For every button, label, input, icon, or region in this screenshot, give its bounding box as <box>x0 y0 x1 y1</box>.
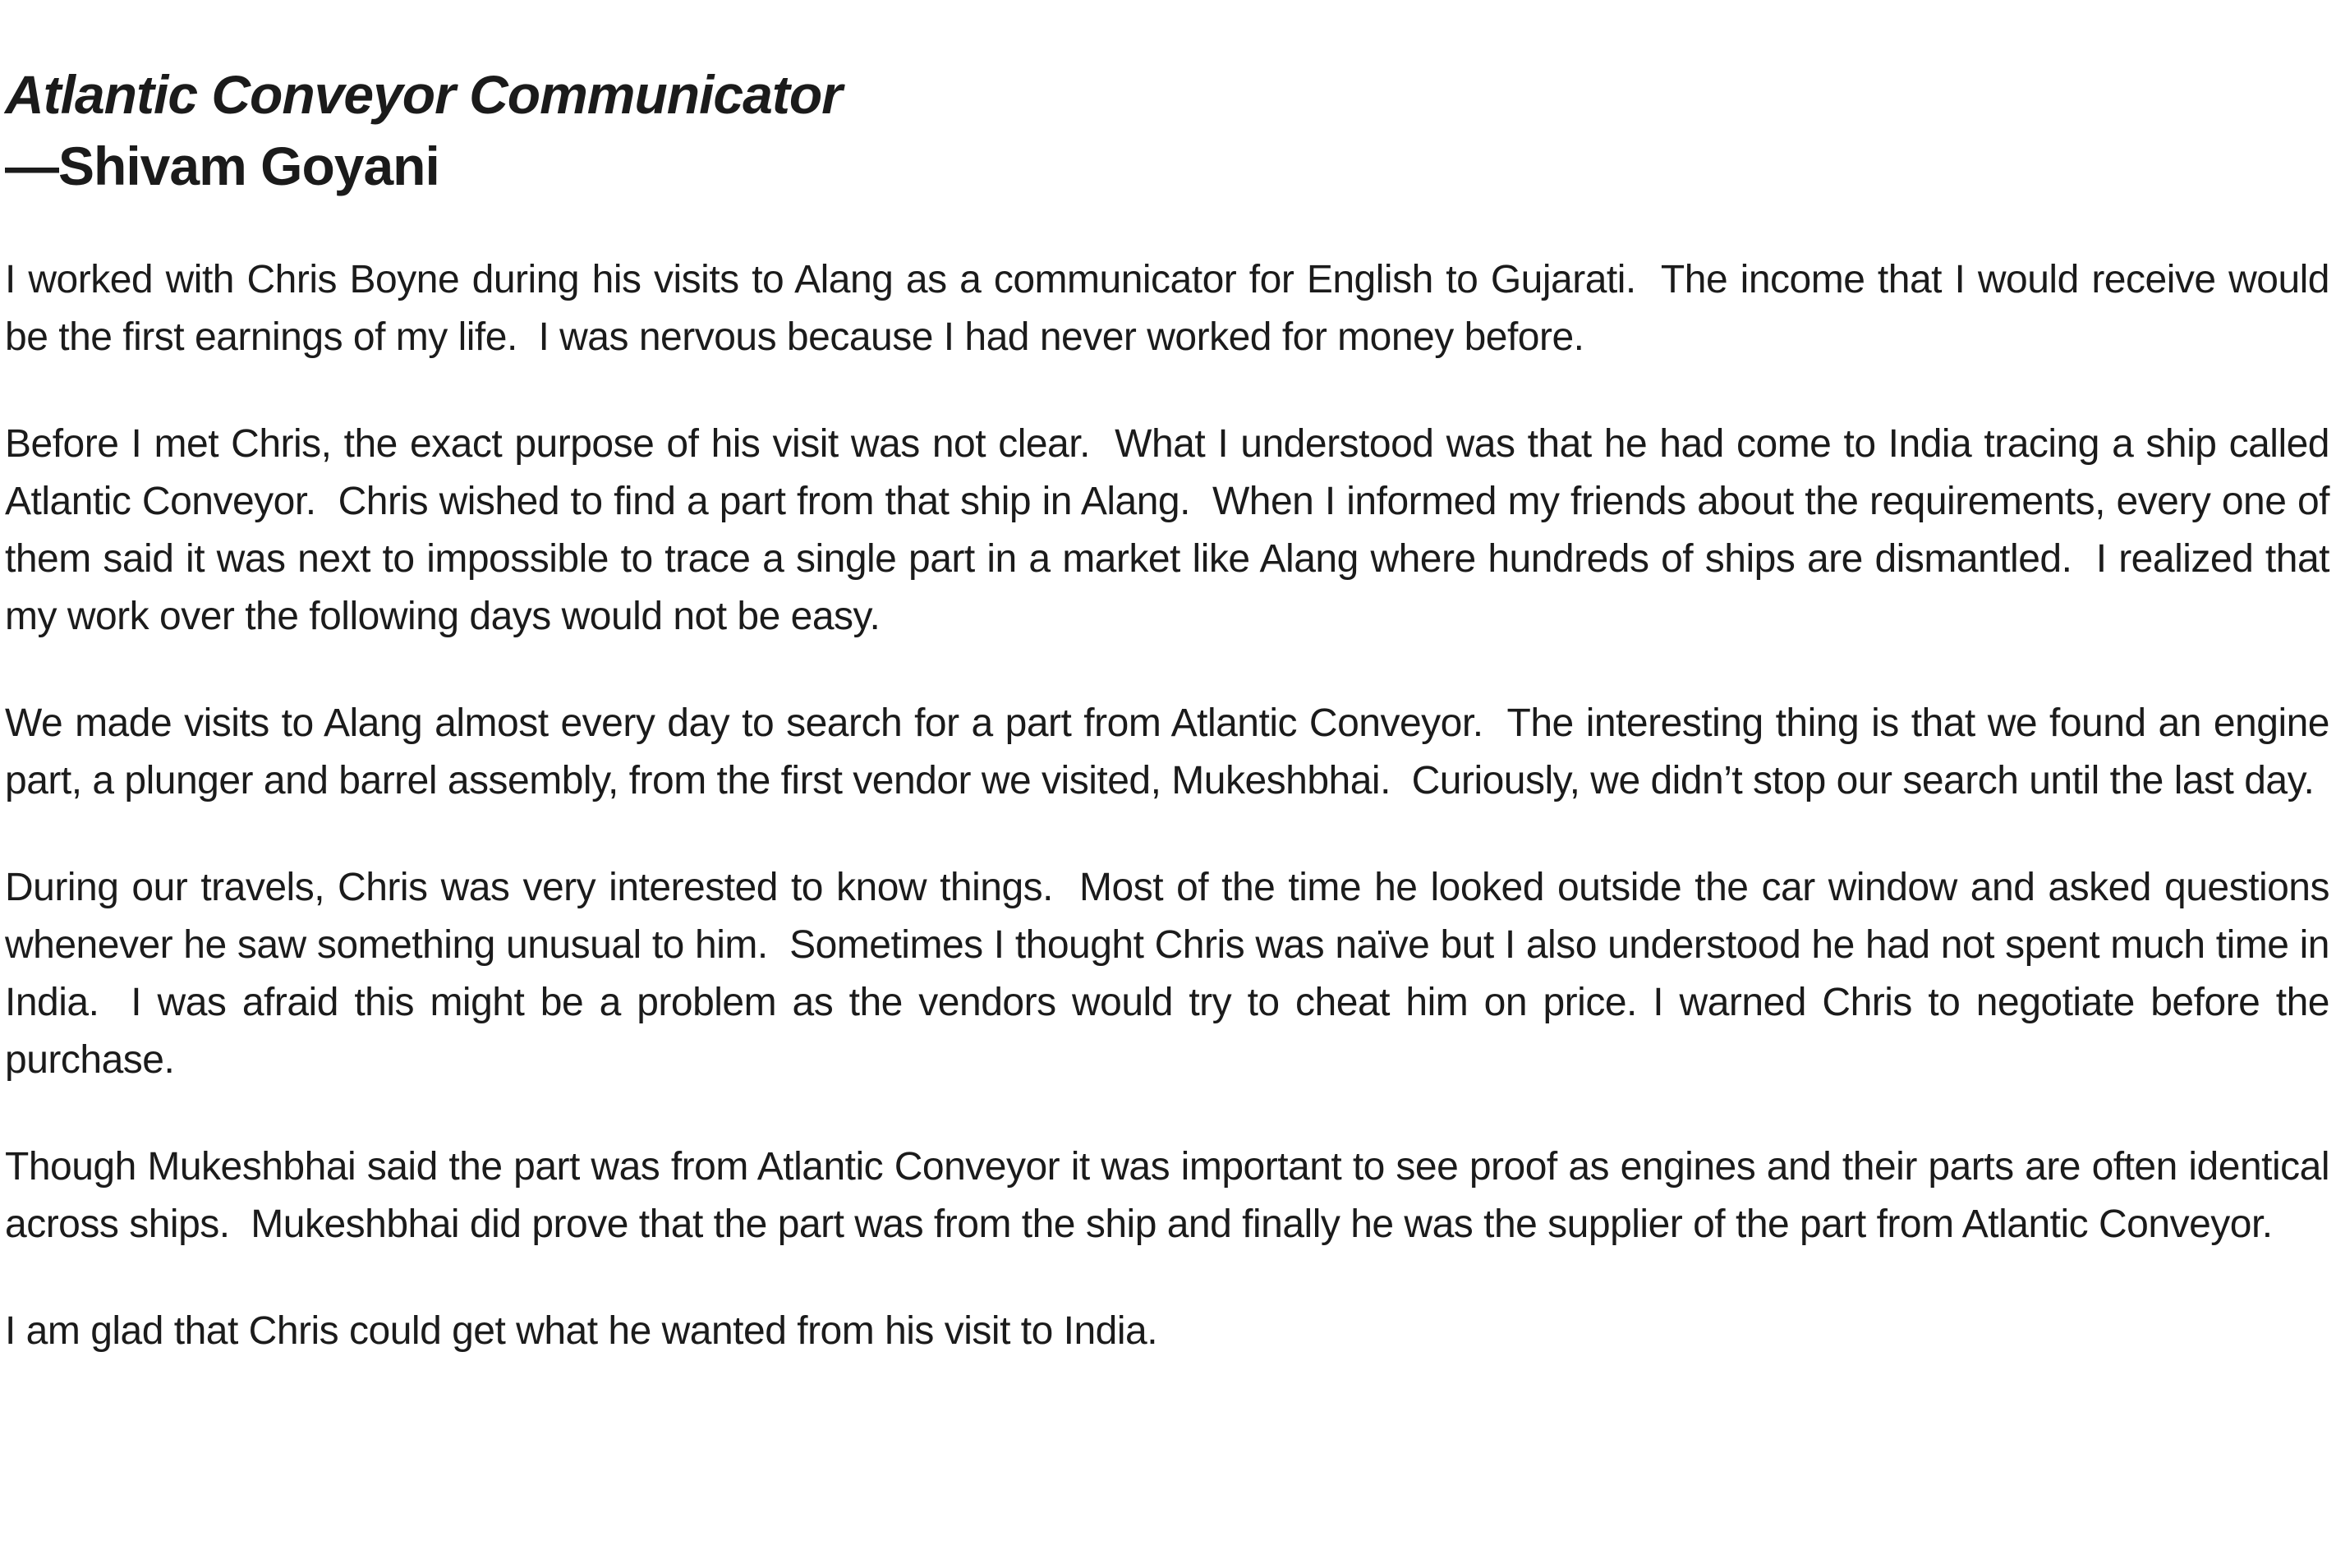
document-byline: —Shivam Goyani <box>5 136 439 196</box>
paragraph-3: We made visits to Alang almost every day to search for a part from Atlantic Conveyor. The interesting thing is that we found an engine part, a plunger and barrel assembly, from the first vendor we visited, Mukeshbhai. Curiously, we didn’t stop our search until the last day. <box>5 701 2329 802</box>
document-heading <box>5 59 2329 202</box>
paragraph-6: I am glad that Chris could get what he wanted from his visit to India. <box>5 1309 1158 1353</box>
document-title: Atlantic Conveyor Communicator <box>5 64 842 125</box>
paragraph-4: During our travels, Chris was very interested to know things. Most of the time he looked outside the car window and asked questions whenever he saw something unusual to him. Sometimes I thought Chris was naïve but I also understood he had not spent much time in India. I was afraid this might be a problem as the vendors would try to cheat him on price. I warned Chris to negotiate before the purchase. <box>5 866 2329 1082</box>
paragraph-2: Before I met Chris, the exact purpose of his visit was not clear. What I understood was that he had come to India tracing a ship called Atlantic Conveyor. Chris wished to find a part from that ship in Alang. When I informed my friends about the requirements, every one of them said it was next to impossible to trace a single part in a market like Alang where hundreds of ships are dismantled. I realized that my work over the following days would not be easy. <box>5 422 2329 638</box>
paragraph-5: Though Mukeshbhai said the part was from Atlantic Conveyor it was important to see proof as engines and their parts are often identical across ships. Mukeshbhai did prove that the part was from the ship and finally he was the supplier of the part from Atlantic Conveyor. <box>5 1145 2329 1246</box>
document-body <box>5 251 2329 1360</box>
paragraph-1: I worked with Chris Boyne during his visits to Alang as a communicator for English to Gujarati. The income that I would receive would be the first earnings of my life. I was nervous because I had never worked for money before. <box>5 258 2329 359</box>
